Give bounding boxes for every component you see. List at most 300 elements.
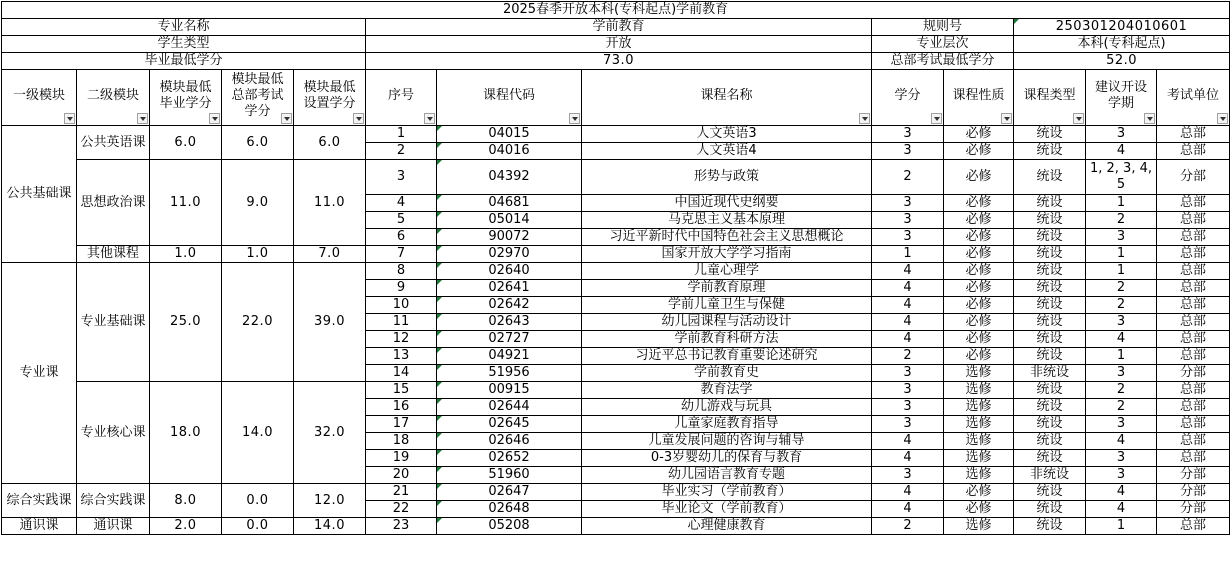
course-code-text: 02644 <box>488 399 530 414</box>
course-code-text: 02652 <box>488 450 530 465</box>
course-code[interactable] <box>437 467 582 484</box>
header-line: 模块最低 <box>159 79 212 95</box>
header-line: 总部考试 <box>231 87 284 103</box>
course-code[interactable] <box>437 229 582 246</box>
course-exam-unit[interactable]: 分部 <box>1157 160 1230 195</box>
course-exam-unit[interactable]: 总部 <box>1157 348 1230 365</box>
submodule-exam-credit[interactable]: 9.0 <box>222 160 294 246</box>
course-term[interactable]: 4 <box>1086 331 1157 348</box>
student-type-value[interactable]: 开放 <box>366 36 872 53</box>
course-code[interactable] <box>437 280 582 297</box>
course-code-text: 02646 <box>488 433 530 448</box>
course-credit[interactable]: 4 <box>872 331 944 348</box>
course-name[interactable]: 习近平总书记教育重要论述研究 <box>582 348 872 365</box>
course-credit[interactable]: 4 <box>872 501 944 518</box>
course-code-text: 05014 <box>488 212 530 227</box>
course-credit[interactable]: 2 <box>872 348 944 365</box>
submodule-min-credit[interactable]: 1.0 <box>150 246 222 263</box>
module-cell[interactable]: 通识课 <box>2 518 77 535</box>
module-cell[interactable]: 专业课 <box>2 263 77 484</box>
course-exam-unit[interactable]: 总部 <box>1157 518 1230 535</box>
course-code[interactable] <box>437 195 582 212</box>
course-nature[interactable]: 必修 <box>944 331 1014 348</box>
number-as-text-marker <box>1014 19 1019 24</box>
course-exam-unit[interactable]: 分部 <box>1157 501 1230 518</box>
course-seq[interactable]: 9 <box>366 280 437 297</box>
course-code[interactable] <box>437 484 582 501</box>
course-nature[interactable]: 必修 <box>944 212 1014 229</box>
course-type[interactable]: 统设 <box>1014 450 1086 467</box>
course-name[interactable]: 学前教育原理 <box>582 280 872 297</box>
course-type[interactable]: 统设 <box>1014 143 1086 160</box>
header-line: 毕业学分 <box>159 95 212 111</box>
course-nature[interactable]: 选修 <box>944 450 1014 467</box>
course-nature[interactable]: 选修 <box>944 467 1014 484</box>
course-nature[interactable]: 必修 <box>944 484 1014 501</box>
course-seq[interactable]: 21 <box>366 484 437 501</box>
header-credit[interactable] <box>872 70 944 126</box>
course-seq[interactable]: 23 <box>366 518 437 535</box>
course-seq[interactable]: 22 <box>366 501 437 518</box>
course-type[interactable]: 统设 <box>1014 416 1086 433</box>
course-type[interactable]: 非统设 <box>1014 467 1086 484</box>
course-name[interactable]: 毕业论文（学前教育） <box>582 501 872 518</box>
course-type[interactable]: 统设 <box>1014 501 1086 518</box>
course-seq[interactable]: 2 <box>366 143 437 160</box>
submodule-cell[interactable]: 通识课 <box>77 518 150 535</box>
header-module-2[interactable] <box>77 70 150 126</box>
course-nature[interactable]: 选修 <box>944 365 1014 382</box>
number-as-text-marker <box>437 229 442 234</box>
course-credit[interactable]: 3 <box>872 126 944 143</box>
filter-dropdown-icon[interactable] <box>1217 113 1228 124</box>
course-credit[interactable]: 3 <box>872 416 944 433</box>
course-code[interactable] <box>437 416 582 433</box>
header-type[interactable] <box>1014 70 1086 126</box>
course-type[interactable]: 统设 <box>1014 399 1086 416</box>
course-credit[interactable]: 4 <box>872 433 944 450</box>
header-code-label: 课程代码 <box>482 87 535 103</box>
course-name[interactable]: 0-3岁婴幼儿的保育与教育 <box>582 450 872 467</box>
filter-dropdown-icon[interactable] <box>1001 113 1012 124</box>
header-module-1[interactable] <box>2 70 77 126</box>
rule-value-text: 250301204010601 <box>1055 19 1188 34</box>
course-seq[interactable]: 16 <box>366 399 437 416</box>
course-seq[interactable]: 5 <box>366 212 437 229</box>
number-as-text-marker <box>437 450 442 455</box>
submodule-cell[interactable]: 公共英语课 <box>77 126 150 160</box>
course-term[interactable]: 2 <box>1086 399 1157 416</box>
course-credit[interactable]: 4 <box>872 484 944 501</box>
course-code[interactable] <box>437 382 582 399</box>
course-name[interactable]: 儿童家庭教育指导 <box>582 416 872 433</box>
course-name[interactable]: 心理健康教育 <box>582 518 872 535</box>
course-seq[interactable]: 3 <box>366 160 437 195</box>
submodule-min-credit[interactable]: 18.0 <box>150 382 222 484</box>
header-exam-unit-label: 考试单位 <box>1167 87 1220 103</box>
course-credit[interactable]: 2 <box>872 160 944 195</box>
course-name[interactable]: 幼儿园语言教育专题 <box>582 467 872 484</box>
submodule-set-credit[interactable]: 7.0 <box>294 246 366 263</box>
submodule-exam-credit[interactable]: 0.0 <box>222 484 294 518</box>
course-name[interactable]: 学前儿童卫生与保健 <box>582 297 872 314</box>
header-term[interactable] <box>1086 70 1157 126</box>
course-nature[interactable]: 选修 <box>944 416 1014 433</box>
course-nature[interactable]: 必修 <box>944 280 1014 297</box>
course-name[interactable]: 学前教育史 <box>582 365 872 382</box>
course-seq[interactable]: 7 <box>366 246 437 263</box>
course-name[interactable]: 人文英语4 <box>582 143 872 160</box>
filter-dropdown-icon[interactable] <box>859 113 870 124</box>
header-nature[interactable] <box>944 70 1014 126</box>
course-seq[interactable]: 1 <box>366 126 437 143</box>
course-term[interactable]: 4 <box>1086 501 1157 518</box>
number-as-text-marker <box>437 484 442 489</box>
course-code[interactable] <box>437 263 582 280</box>
number-as-text-marker <box>437 212 442 217</box>
course-nature[interactable]: 必修 <box>944 297 1014 314</box>
course-name[interactable]: 教育法学 <box>582 382 872 399</box>
course-name[interactable]: 儿童心理学 <box>582 263 872 280</box>
course-term[interactable]: 3 <box>1086 467 1157 484</box>
header-course-name[interactable] <box>582 70 872 126</box>
course-term[interactable]: 1 <box>1086 348 1157 365</box>
header-line: 模块最低 <box>303 79 356 95</box>
course-seq[interactable]: 13 <box>366 348 437 365</box>
course-name[interactable]: 国家开放大学学习指南 <box>582 246 872 263</box>
course-nature[interactable]: 选修 <box>944 382 1014 399</box>
student-type-label: 学生类型 <box>2 36 366 53</box>
course-term[interactable]: 3 <box>1086 416 1157 433</box>
submodule-set-credit[interactable]: 6.0 <box>294 126 366 160</box>
course-code[interactable] <box>437 331 582 348</box>
course-type[interactable]: 统设 <box>1014 314 1086 331</box>
course-credit[interactable]: 3 <box>872 212 944 229</box>
course-credit[interactable]: 4 <box>872 297 944 314</box>
course-credit[interactable]: 3 <box>872 143 944 160</box>
course-credit[interactable]: 3 <box>872 229 944 246</box>
course-code-text: 51960 <box>488 467 530 482</box>
module-cell[interactable]: 公共基础课 <box>2 126 77 263</box>
course-name[interactable]: 毕业实习（学前教育） <box>582 484 872 501</box>
submodule-set-credit[interactable]: 14.0 <box>294 518 366 535</box>
course-nature[interactable]: 必修 <box>944 246 1014 263</box>
course-exam-unit[interactable]: 总部 <box>1157 433 1230 450</box>
course-exam-unit[interactable]: 总部 <box>1157 143 1230 160</box>
course-name[interactable]: 人文英语3 <box>582 126 872 143</box>
course-name[interactable]: 幼儿园课程与活动设计 <box>582 314 872 331</box>
header-module-set-credit[interactable] <box>294 70 366 126</box>
rule-value[interactable] <box>1014 19 1230 36</box>
course-exam-unit[interactable]: 总部 <box>1157 280 1230 297</box>
submodule-set-credit[interactable]: 12.0 <box>294 484 366 518</box>
course-type[interactable]: 统设 <box>1014 160 1086 195</box>
number-as-text-marker <box>437 467 442 472</box>
course-exam-unit[interactable]: 分部 <box>1157 484 1230 501</box>
course-credit[interactable]: 3 <box>872 382 944 399</box>
course-name[interactable]: 幼儿游戏与玩具 <box>582 399 872 416</box>
submodule-cell[interactable]: 其他课程 <box>77 246 150 263</box>
filter-dropdown-icon[interactable] <box>281 113 292 124</box>
course-term[interactable]: 2 <box>1086 212 1157 229</box>
course-seq[interactable]: 4 <box>366 195 437 212</box>
course-code[interactable] <box>437 246 582 263</box>
header-line: 模块最低 <box>231 71 284 87</box>
filter-dropdown-icon[interactable] <box>209 113 220 124</box>
course-type[interactable]: 统设 <box>1014 348 1086 365</box>
submodule-min-credit[interactable]: 8.0 <box>150 484 222 518</box>
submodule-exam-credit[interactable]: 6.0 <box>222 126 294 160</box>
course-nature[interactable]: 必修 <box>944 195 1014 212</box>
course-credit[interactable]: 4 <box>872 450 944 467</box>
filter-dropdown-icon[interactable] <box>1144 113 1155 124</box>
course-code-text: 02647 <box>488 484 530 499</box>
number-as-text-marker <box>437 348 442 353</box>
header-type-label: 课程类型 <box>1023 87 1076 103</box>
header-credit-label: 学分 <box>894 87 921 103</box>
course-seq[interactable]: 20 <box>366 467 437 484</box>
course-name[interactable]: 习近平新时代中国特色社会主义思想概论 <box>582 229 872 246</box>
number-as-text-marker <box>437 195 442 200</box>
course-type[interactable]: 统设 <box>1014 229 1086 246</box>
course-credit[interactable]: 3 <box>872 365 944 382</box>
course-credit[interactable]: 4 <box>872 263 944 280</box>
min-credit-value[interactable]: 73.0 <box>366 53 872 70</box>
course-seq[interactable]: 15 <box>366 382 437 399</box>
header-module-min-credit[interactable] <box>150 70 222 126</box>
submodule-exam-credit[interactable]: 1.0 <box>222 246 294 263</box>
filter-dropdown-icon[interactable] <box>137 113 148 124</box>
exam-credit-label: 总部考试最低学分 <box>872 53 1014 70</box>
table-row <box>2 382 1230 399</box>
course-exam-unit[interactable]: 总部 <box>1157 331 1230 348</box>
course-term[interactable]: 2 <box>1086 382 1157 399</box>
number-as-text-marker <box>437 143 442 148</box>
course-type[interactable]: 统设 <box>1014 280 1086 297</box>
number-as-text-marker <box>437 331 442 336</box>
course-exam-unit[interactable]: 总部 <box>1157 212 1230 229</box>
course-term[interactable]: 1 <box>1086 195 1157 212</box>
submodule-cell[interactable]: 思想政治课 <box>77 160 150 246</box>
course-type[interactable]: 统设 <box>1014 126 1086 143</box>
filter-dropdown-icon[interactable] <box>353 113 364 124</box>
course-exam-unit[interactable]: 总部 <box>1157 382 1230 399</box>
submodule-min-credit[interactable]: 25.0 <box>150 263 222 382</box>
filter-dropdown-icon[interactable] <box>1073 113 1084 124</box>
course-seq[interactable]: 18 <box>366 433 437 450</box>
course-nature[interactable]: 必修 <box>944 143 1014 160</box>
course-code[interactable] <box>437 297 582 314</box>
submodule-set-credit[interactable]: 11.0 <box>294 160 366 246</box>
course-term[interactable]: 1, 2, 3, 4, 5 <box>1086 160 1157 195</box>
course-code[interactable] <box>437 348 582 365</box>
header-nature-label: 课程性质 <box>952 87 1005 103</box>
course-nature[interactable]: 选修 <box>944 433 1014 450</box>
course-code[interactable] <box>437 314 582 331</box>
course-nature[interactable]: 必修 <box>944 126 1014 143</box>
course-term[interactable]: 2 <box>1086 280 1157 297</box>
course-type[interactable]: 统设 <box>1014 195 1086 212</box>
submodule-set-credit[interactable]: 39.0 <box>294 263 366 382</box>
course-type[interactable]: 统设 <box>1014 297 1086 314</box>
course-credit[interactable]: 1 <box>872 246 944 263</box>
course-exam-unit[interactable]: 总部 <box>1157 399 1230 416</box>
course-nature[interactable]: 必修 <box>944 348 1014 365</box>
course-exam-unit[interactable]: 总部 <box>1157 263 1230 280</box>
course-type[interactable]: 统设 <box>1014 246 1086 263</box>
course-exam-unit[interactable]: 总部 <box>1157 126 1230 143</box>
number-as-text-marker <box>437 382 442 387</box>
course-name[interactable]: 形势与政策 <box>582 160 872 195</box>
course-name[interactable]: 马克思主义基本原理 <box>582 212 872 229</box>
submodule-cell[interactable]: 综合实践课 <box>77 484 150 518</box>
course-code[interactable] <box>437 399 582 416</box>
course-term[interactable]: 4 <box>1086 143 1157 160</box>
course-term[interactable]: 4 <box>1086 433 1157 450</box>
course-code-text: 05208 <box>488 518 530 533</box>
course-name[interactable]: 学前教育科研方法 <box>582 331 872 348</box>
course-nature[interactable]: 必修 <box>944 263 1014 280</box>
course-code-text: 00915 <box>488 382 530 397</box>
table-row <box>2 126 1230 143</box>
course-type[interactable]: 统设 <box>1014 331 1086 348</box>
course-term[interactable]: 3 <box>1086 314 1157 331</box>
course-exam-unit[interactable]: 分部 <box>1157 467 1230 484</box>
header-exam-unit[interactable] <box>1157 70 1230 126</box>
course-code-text: 02640 <box>488 263 530 278</box>
course-exam-unit[interactable]: 分部 <box>1157 365 1230 382</box>
header-line: 学分 <box>244 103 271 119</box>
course-code[interactable] <box>437 143 582 160</box>
submodule-exam-credit[interactable]: 0.0 <box>222 518 294 535</box>
course-seq[interactable]: 12 <box>366 331 437 348</box>
course-code[interactable] <box>437 212 582 229</box>
exam-credit-value[interactable]: 52.0 <box>1014 53 1230 70</box>
course-code-text: 02642 <box>488 297 530 312</box>
course-name[interactable]: 中国近现代史纲要 <box>582 195 872 212</box>
number-as-text-marker <box>437 297 442 302</box>
major-label: 专业名称 <box>2 19 366 36</box>
course-term[interactable]: 3 <box>1086 450 1157 467</box>
course-code[interactable] <box>437 518 582 535</box>
course-credit[interactable]: 3 <box>872 467 944 484</box>
course-term[interactable]: 1 <box>1086 246 1157 263</box>
submodule-cell[interactable]: 专业核心课 <box>77 382 150 484</box>
curriculum-table <box>1 1 1230 535</box>
table-row <box>2 518 1230 535</box>
course-exam-unit[interactable]: 总部 <box>1157 297 1230 314</box>
course-credit[interactable]: 3 <box>872 195 944 212</box>
course-nature[interactable]: 必修 <box>944 501 1014 518</box>
header-module-exam-credit[interactable] <box>222 70 294 126</box>
course-exam-unit[interactable]: 总部 <box>1157 416 1230 433</box>
filter-dropdown-icon[interactable] <box>569 113 580 124</box>
course-credit[interactable]: 3 <box>872 399 944 416</box>
submodule-min-credit[interactable]: 6.0 <box>150 126 222 160</box>
course-type[interactable]: 统设 <box>1014 263 1086 280</box>
header-seq[interactable] <box>366 70 437 126</box>
submodule-exam-credit[interactable]: 14.0 <box>222 382 294 484</box>
course-term[interactable]: 3 <box>1086 229 1157 246</box>
course-exam-unit[interactable]: 总部 <box>1157 246 1230 263</box>
course-nature[interactable]: 必修 <box>944 314 1014 331</box>
rule-label: 规则号 <box>872 19 1014 36</box>
number-as-text-marker <box>437 246 442 251</box>
course-seq[interactable]: 14 <box>366 365 437 382</box>
course-nature[interactable]: 选修 <box>944 518 1014 535</box>
course-term[interactable]: 1 <box>1086 263 1157 280</box>
level-value[interactable]: 本科(专科起点) <box>1014 36 1230 53</box>
course-seq[interactable]: 17 <box>366 416 437 433</box>
course-type[interactable]: 统设 <box>1014 382 1086 399</box>
course-type[interactable]: 非统设 <box>1014 365 1086 382</box>
submodule-min-credit[interactable]: 11.0 <box>150 160 222 246</box>
course-code-text: 02970 <box>488 246 530 261</box>
filter-dropdown-icon[interactable] <box>64 113 75 124</box>
course-code[interactable] <box>437 433 582 450</box>
course-type[interactable]: 统设 <box>1014 518 1086 535</box>
header-code[interactable] <box>437 70 582 126</box>
header-module-2-label: 二级模块 <box>86 87 139 103</box>
course-credit[interactable]: 2 <box>872 518 944 535</box>
course-exam-unit[interactable]: 总部 <box>1157 314 1230 331</box>
course-seq[interactable]: 6 <box>366 229 437 246</box>
course-exam-unit[interactable]: 总部 <box>1157 229 1230 246</box>
filter-dropdown-icon[interactable] <box>931 113 942 124</box>
course-nature[interactable]: 必修 <box>944 229 1014 246</box>
course-credit[interactable]: 4 <box>872 280 944 297</box>
header-line: 学期 <box>1107 95 1134 111</box>
course-term[interactable]: 3 <box>1086 126 1157 143</box>
course-term[interactable]: 2 <box>1086 297 1157 314</box>
course-code[interactable] <box>437 126 582 143</box>
course-credit[interactable]: 4 <box>872 314 944 331</box>
course-type[interactable]: 统设 <box>1014 484 1086 501</box>
filter-dropdown-icon[interactable] <box>424 113 435 124</box>
course-seq[interactable]: 19 <box>366 450 437 467</box>
submodule-set-credit[interactable]: 32.0 <box>294 382 366 484</box>
course-code-text: 02645 <box>488 416 530 431</box>
course-code[interactable] <box>437 365 582 382</box>
module-cell[interactable]: 综合实践课 <box>2 484 77 518</box>
course-term[interactable]: 4 <box>1086 484 1157 501</box>
submodule-exam-credit[interactable]: 22.0 <box>222 263 294 382</box>
min-credit-label: 毕业最低学分 <box>2 53 366 70</box>
number-as-text-marker <box>437 263 442 268</box>
course-nature[interactable]: 必修 <box>944 160 1014 195</box>
table-row <box>2 484 1230 501</box>
course-seq[interactable]: 10 <box>366 297 437 314</box>
major-value[interactable]: 学前教育 <box>366 19 872 36</box>
course-term[interactable]: 3 <box>1086 365 1157 382</box>
course-seq[interactable]: 8 <box>366 263 437 280</box>
table-row <box>2 160 1230 195</box>
course-code[interactable] <box>437 450 582 467</box>
course-type[interactable]: 统设 <box>1014 433 1086 450</box>
course-code[interactable] <box>437 501 582 518</box>
course-exam-unit[interactable]: 总部 <box>1157 195 1230 212</box>
course-code[interactable] <box>437 160 582 195</box>
course-code-text: 04392 <box>488 169 530 184</box>
course-term[interactable]: 1 <box>1086 518 1157 535</box>
course-exam-unit[interactable]: 总部 <box>1157 450 1230 467</box>
course-type[interactable]: 统设 <box>1014 212 1086 229</box>
course-name[interactable]: 儿童发展问题的咨询与辅导 <box>582 433 872 450</box>
submodule-cell[interactable]: 专业基础课 <box>77 263 150 382</box>
course-nature[interactable]: 选修 <box>944 399 1014 416</box>
submodule-min-credit[interactable]: 2.0 <box>150 518 222 535</box>
course-seq[interactable]: 11 <box>366 314 437 331</box>
